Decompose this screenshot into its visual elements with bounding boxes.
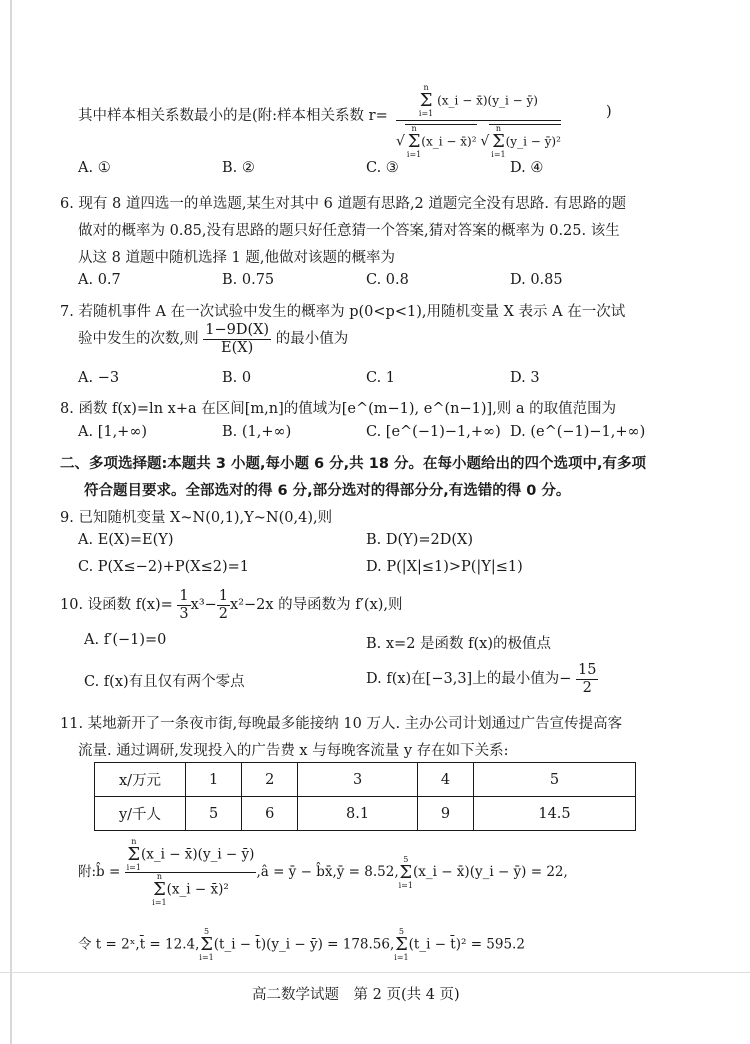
q9-option-c[interactable]: C. P(X≤−2)+P(X≤2)=1 — [78, 559, 250, 575]
table-cell: 8.1 — [298, 797, 418, 831]
q10-option-a[interactable]: A. f′(−1)=0 — [84, 632, 167, 648]
t-def: 令 t = 2ˣ,t̄ = 12.4, — [78, 936, 200, 953]
table-cell: x/万元 — [95, 763, 186, 797]
correlation-den-x: (x_i − x̄)² — [421, 134, 477, 149]
sigma-icon: 5 Σ i=1 — [398, 854, 413, 890]
q10-stem-mid: x³− — [190, 597, 217, 614]
q8-option-b[interactable]: B. (1,+∞) — [222, 424, 292, 440]
q10-optD-text: D. f(x)在[−3,3]上的最小值为− — [366, 671, 572, 688]
q8-option-a[interactable]: A. [1,+∞) — [78, 424, 148, 440]
footer-divider — [0, 972, 750, 973]
q6-option-d[interactable]: D. 0.85 — [510, 272, 563, 288]
q7-option-d[interactable]: D. 3 — [510, 370, 540, 386]
q8-option-c[interactable]: C. [e^(−1)−1,+∞) — [366, 424, 501, 440]
section2-line-2: 符合题目要求。全部选对的得 6 分,部分选对的得部分分,有选错的得 0 分。 — [84, 483, 571, 499]
q6-option-b[interactable]: B. 0.75 — [222, 272, 275, 288]
q8-stem: 8. 函数 f(x)=ln x+a 在区间[m,n]的值域为[e^(m−1), e^(n−1)],则 a 的取值范围为 — [60, 401, 617, 417]
q6-option-c[interactable]: C. 0.8 — [366, 272, 409, 288]
q9-option-b[interactable]: B. D(Y)=2D(X) — [366, 532, 474, 548]
q11-t-line — [78, 928, 525, 962]
table-cell: y/千人 — [95, 797, 186, 831]
q10-option-c[interactable]: C. f(x)有且仅有两个零点 — [84, 674, 245, 690]
aux-rest: ,â = ȳ − b̂x̄,ȳ = 8.52, — [256, 864, 399, 880]
sigma-icon: n Σ i=1 — [491, 124, 506, 159]
q7-option-b[interactable]: B. 0 — [222, 370, 252, 386]
q10-frac-2: $\frac{1}{2}$ — [218, 588, 229, 622]
page-footer: 高二数学试题 第 2 页(共 4 页) — [252, 987, 460, 1003]
q7-option-c[interactable]: C. 1 — [366, 370, 396, 386]
table-row — [95, 797, 636, 831]
sigma-icon: n Σ i=1 — [152, 872, 167, 907]
sigma-icon: 5 Σ i=1 — [394, 927, 409, 962]
table-row — [95, 763, 636, 797]
table-cell: 5 — [186, 797, 242, 831]
correlation-numerator: (x_i − x̄)(y_i − ȳ) — [437, 93, 538, 108]
table-cell: 1 — [186, 763, 242, 797]
q5-option-d[interactable]: D. ④ — [510, 160, 544, 176]
q5-option-c[interactable]: C. ③ — [366, 160, 399, 176]
page-edge — [10, 0, 12, 1044]
close-paren: ) — [606, 104, 612, 120]
r-symbol: r= — [368, 108, 388, 124]
q7-option-a[interactable]: A. −3 — [78, 370, 120, 386]
q7-line-1: 7. 若随机事件 A 在一次试验中发生的概率为 p(0<p<1),用随机变量 X 表示 A 在一次试 — [60, 304, 626, 320]
aux-sum: (x_i − x̄)(y_i − ȳ) = 22, — [412, 864, 568, 880]
table-cell: 6 — [242, 797, 298, 831]
q10-stem — [60, 588, 403, 622]
q6-option-a[interactable]: A. 0.7 — [78, 272, 121, 288]
correlation-formula — [396, 84, 561, 159]
t-sum-1: (t_i − t̄)(y_i − ȳ) = 178.56, — [213, 936, 395, 953]
q10-optD-fraction: $\frac{15}{2}$ — [577, 662, 597, 696]
q7-line-2 — [78, 322, 348, 356]
sigma-icon: 5 Σ i=1 — [199, 927, 214, 962]
q5-option-b[interactable]: B. ② — [222, 160, 255, 176]
aux-prefix: 附:b̂ = — [78, 864, 121, 880]
table-cell: 4 — [417, 763, 473, 797]
b-hat-fraction: n Σ i=1 (x_i − x̄)(y_i − ȳ) n Σ i=1 (x_i − x̄)² — [126, 837, 255, 907]
q7-frac-numerator: 1−9D(X) — [205, 322, 270, 338]
q7-frac-denominator: E(X) — [221, 339, 254, 356]
q9-option-a[interactable]: A. E(X)=E(Y) — [78, 532, 174, 548]
q6-line-3: 从这 8 道题中随机选择 1 题,他做对该题的概率为 — [78, 250, 395, 266]
q5-option-a[interactable]: A. ① — [78, 160, 111, 176]
sigma-icon: n Σ i=1 — [126, 837, 141, 872]
q5-formula-line — [78, 104, 388, 125]
q10-option-b[interactable]: B. x=2 是函数 f(x)的极值点 — [366, 636, 552, 652]
table-cell: 9 — [417, 797, 473, 831]
q11-data-table — [94, 762, 636, 831]
q10-stem-pre: 10. 设函数 f(x)= — [60, 597, 173, 614]
q6-line-1: 6. 现有 8 道四选一的单选题,某生对其中 6 道题有思路,2 道题完全没有思路. 有思路的题 — [60, 196, 627, 212]
q7-line2-post: 的最小值为 — [275, 331, 349, 348]
table-cell: 3 — [298, 763, 418, 797]
q11-line-2: 流量. 通过调研,发现投入的广告费 x 与每晚客流量 y 存在如下关系: — [78, 743, 509, 759]
q9-stem: 9. 已知随机变量 X~N(0,1),Y~N(0,4),则 — [60, 510, 333, 526]
q7-line2-pre: 验中发生的次数,则 — [78, 331, 199, 348]
q7-fraction — [203, 322, 271, 356]
correlation-fraction: n Σ i=1 (x_i − x̄)(y_i − ȳ) √ n Σ i=1 (x_i − x̄)² √ n Σ i=1 (y_i − ȳ)² — [396, 83, 561, 159]
q11-aux-line — [78, 838, 568, 907]
q10-stem-post: x²−2x 的导函数为 f′(x),则 — [230, 597, 403, 614]
q6-line-2: 做对的概率为 0.85,没有思路的题只好任意猜一个答案,猜对答案的概率为 0.25. 该生 — [78, 223, 620, 239]
sigma-icon: n Σ i=1 — [418, 83, 434, 118]
table-cell: 2 — [242, 763, 298, 797]
section2-line-1: 二、多项选择题:本题共 3 小题,每小题 6 分,共 18 分。在每小题给出的四个选项中,有多项 — [60, 456, 646, 472]
correlation-den-y: (y_i − ȳ)² — [505, 134, 561, 149]
table-cell: 5 — [474, 763, 636, 797]
q5-intro-text: 其中样本相关系数最小的是(附:样本相关系数 — [78, 108, 365, 124]
t-sum-2: (t_i − t̄)² = 595.2 — [408, 936, 525, 953]
table-cell: 14.5 — [474, 797, 636, 831]
q11-line-1: 11. 某地新开了一条夜市街,每晚最多能接纳 10 万人. 主办公司计划通过广告宣传提高客 — [60, 716, 623, 732]
q10-option-d[interactable] — [366, 662, 598, 696]
q8-option-d[interactable]: D. (e^(−1)−1,+∞) — [510, 424, 646, 440]
q9-option-d[interactable]: D. P(|X|≤1)>P(|Y|≤1) — [366, 559, 523, 575]
sigma-icon: n Σ i=1 — [406, 124, 422, 159]
q10-frac-1: $\frac{1}{3}$ — [179, 588, 189, 622]
